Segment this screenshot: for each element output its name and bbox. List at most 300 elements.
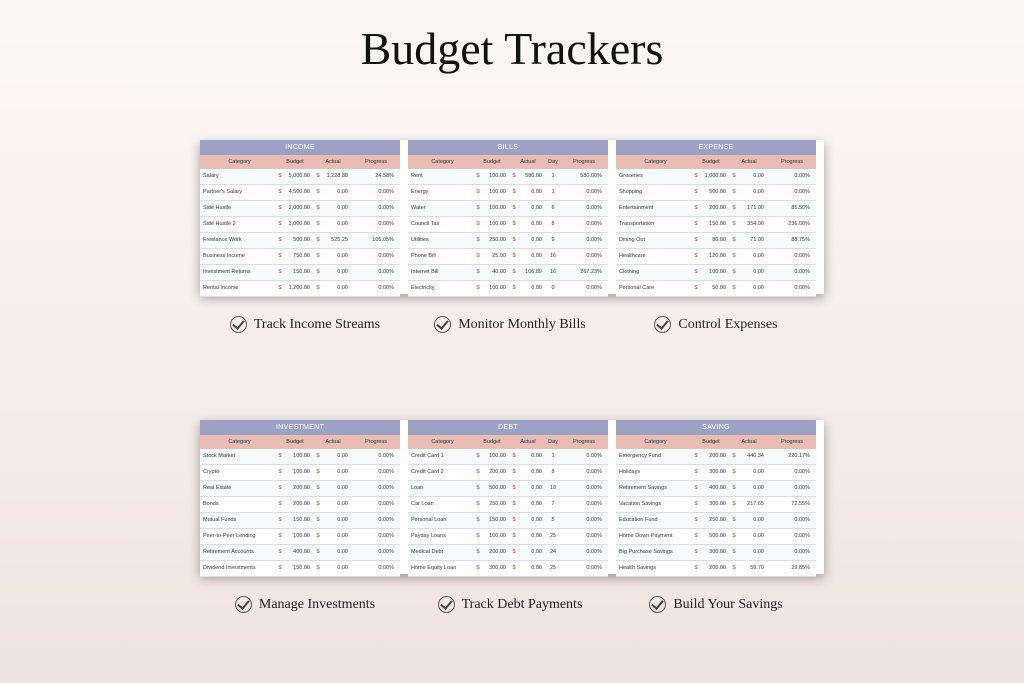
cell-category: Health Savings bbox=[619, 565, 656, 571]
cell-category: Big Purchase Savings bbox=[619, 549, 673, 555]
cell-budget: 200.00 bbox=[293, 485, 310, 491]
table-row bbox=[408, 513, 608, 529]
cell-currency: $ bbox=[476, 469, 480, 475]
caption-text: Control Expenses bbox=[678, 316, 778, 332]
cell-progress: 0.00% bbox=[794, 253, 810, 259]
cell-budget: 500.00 bbox=[709, 189, 726, 195]
cell-budget: 200.00 bbox=[489, 469, 506, 475]
cell-currency: $ bbox=[278, 549, 282, 555]
table-row bbox=[408, 249, 608, 265]
cell-actual: 0.00 bbox=[753, 533, 764, 539]
table-header-row bbox=[408, 155, 608, 169]
cell-currency: $ bbox=[512, 205, 516, 211]
cell-currency: $ bbox=[512, 469, 516, 475]
cell-currency: $ bbox=[316, 221, 320, 227]
cell-category: Dining Out bbox=[619, 237, 645, 243]
cell-currency: $ bbox=[278, 517, 282, 523]
cell-budget: 500.00 bbox=[709, 533, 726, 539]
cell-category: Phone Bill bbox=[411, 253, 436, 259]
cell-progress: 0.00% bbox=[794, 533, 810, 539]
cell-currency: $ bbox=[278, 533, 282, 539]
cell-budget: 120.00 bbox=[709, 253, 726, 259]
cell-actual: 0.00 bbox=[337, 205, 348, 211]
cell-budget: 100.00 bbox=[709, 269, 726, 275]
cell-progress: 0.00% bbox=[794, 485, 810, 491]
cell-category: Freelance Work bbox=[203, 237, 242, 243]
cell-progress: 0.00% bbox=[586, 485, 602, 491]
cell-currency: $ bbox=[694, 501, 698, 507]
cell-currency: $ bbox=[732, 517, 736, 523]
cell-category: Healthcare bbox=[619, 253, 646, 259]
cell-actual: 0.00 bbox=[753, 253, 764, 259]
cell-actual: 0.00 bbox=[337, 533, 348, 539]
column-header: Budget bbox=[286, 159, 304, 165]
column-header: Actual bbox=[741, 439, 757, 445]
cell-progress: 0.00% bbox=[378, 469, 394, 475]
table-header-row bbox=[616, 435, 816, 449]
table-row bbox=[200, 265, 400, 281]
table-body bbox=[200, 449, 400, 577]
cell-currency: $ bbox=[694, 253, 698, 259]
cell-budget: 750.00 bbox=[293, 253, 310, 259]
cell-actual: 0.00 bbox=[337, 469, 348, 475]
cell-category: Stock Market bbox=[203, 453, 236, 459]
cell-currency: $ bbox=[278, 189, 282, 195]
table-header-row bbox=[200, 155, 400, 169]
cell-currency: $ bbox=[732, 549, 736, 555]
cell-currency: $ bbox=[732, 221, 736, 227]
cell-actual: 0.00 bbox=[531, 469, 542, 475]
table-row bbox=[408, 561, 608, 577]
cell-currency: $ bbox=[694, 533, 698, 539]
table-row bbox=[616, 249, 816, 265]
cell-currency: $ bbox=[512, 549, 516, 555]
cell-currency: $ bbox=[278, 221, 282, 227]
column-header: Budget bbox=[483, 439, 501, 445]
cell-category: Bonds bbox=[203, 501, 219, 507]
cell-category: Internet Bill bbox=[411, 269, 439, 275]
cell-progress: 0.00% bbox=[794, 549, 810, 555]
cell-category: Rent bbox=[411, 173, 423, 179]
check-circle-icon bbox=[654, 316, 671, 333]
cell-actual: 0.00 bbox=[531, 533, 542, 539]
table-row bbox=[200, 217, 400, 233]
cell-actual: 0.00 bbox=[753, 189, 764, 195]
cell-category: Credit Card 2 bbox=[411, 469, 444, 475]
cell-category: Salary bbox=[203, 173, 219, 179]
table-row bbox=[408, 281, 608, 297]
cell-budget: 200.00 bbox=[709, 205, 726, 211]
cell-category: Car Loan bbox=[411, 501, 434, 507]
cell-category: Side Hustle bbox=[203, 205, 232, 211]
caption-income bbox=[205, 316, 405, 333]
cell-category: Shopping bbox=[619, 189, 643, 195]
cell-actual: 0.00 bbox=[531, 549, 542, 555]
cell-progress: 105.05% bbox=[372, 237, 394, 243]
table-body bbox=[200, 169, 400, 297]
cell-category: Mutual Funds bbox=[203, 517, 237, 523]
table-row bbox=[408, 201, 608, 217]
cell-currency: $ bbox=[476, 269, 480, 275]
column-header: Category bbox=[431, 439, 454, 445]
cell-currency: $ bbox=[316, 485, 320, 491]
column-header: Category bbox=[644, 159, 667, 165]
cell-actual: 71.00 bbox=[750, 237, 764, 243]
cell-budget: 150.00 bbox=[709, 221, 726, 227]
cell-currency: $ bbox=[316, 253, 320, 259]
cell-category: Retirement Accounts bbox=[203, 549, 254, 555]
cell-progress: 0.00% bbox=[794, 269, 810, 275]
cell-category: Electricity bbox=[411, 285, 435, 291]
table-row bbox=[200, 481, 400, 497]
column-header: Progress bbox=[780, 159, 803, 165]
cell-progress: 0.00% bbox=[378, 221, 394, 227]
cell-currency: $ bbox=[476, 485, 480, 491]
cell-progress: 0.00% bbox=[586, 189, 602, 195]
cell-currency: $ bbox=[512, 533, 516, 539]
cell-budget: 150.00 bbox=[293, 517, 310, 523]
cell-actual: 0.00 bbox=[531, 285, 542, 291]
cell-progress: 0.00% bbox=[378, 549, 394, 555]
cell-currency: $ bbox=[476, 221, 480, 227]
cell-progress: 0.00% bbox=[378, 253, 394, 259]
cell-actual: 0.00 bbox=[337, 517, 348, 523]
cell-currency: $ bbox=[732, 205, 736, 211]
table-row bbox=[200, 465, 400, 481]
cell-currency: $ bbox=[278, 205, 282, 211]
cell-currency: $ bbox=[694, 189, 698, 195]
cell-actual: 0.00 bbox=[531, 237, 542, 243]
cell-budget: 100.00 bbox=[489, 285, 506, 291]
cell-budget: 250.00 bbox=[489, 501, 506, 507]
cell-currency: $ bbox=[476, 189, 480, 195]
cell-budget: 3,000.00 bbox=[288, 221, 310, 227]
cell-progress: 0.00% bbox=[586, 549, 602, 555]
column-header: Actual bbox=[741, 159, 757, 165]
cell-currency: $ bbox=[278, 565, 282, 571]
cell-category: Dividend Investments bbox=[203, 565, 256, 571]
cell-currency: $ bbox=[694, 453, 698, 459]
cell-currency: $ bbox=[316, 269, 320, 275]
cell-category: Loan bbox=[411, 485, 424, 491]
cell-currency: $ bbox=[694, 565, 698, 571]
cell-currency: $ bbox=[512, 565, 516, 571]
cell-actual: 0.00 bbox=[337, 453, 348, 459]
table-row bbox=[200, 169, 400, 185]
cell-budget: 1,000.00 bbox=[704, 173, 726, 179]
cell-actual: 217.65 bbox=[747, 501, 764, 507]
cell-progress: 0.00% bbox=[586, 453, 602, 459]
cell-budget: 100.00 bbox=[489, 533, 506, 539]
caption-text: Track Debt Payments bbox=[461, 596, 583, 612]
cell-currency: $ bbox=[316, 453, 320, 459]
cell-progress: 0.00% bbox=[378, 501, 394, 507]
caption-text: Monitor Monthly Bills bbox=[458, 316, 586, 332]
column-header: Budget bbox=[286, 439, 304, 445]
table-title: DEBT bbox=[408, 420, 608, 435]
cell-currency: $ bbox=[278, 269, 282, 275]
table-row bbox=[616, 265, 816, 281]
cell-currency: $ bbox=[512, 173, 516, 179]
cell-budget: 100.00 bbox=[489, 189, 506, 195]
cell-progress: 0.00% bbox=[586, 517, 602, 523]
table-row bbox=[200, 497, 400, 513]
cell-category: Vacation Savings bbox=[619, 501, 662, 507]
cell-actual: 0.00 bbox=[753, 269, 764, 275]
cell-category: Home Equity Loan bbox=[411, 565, 457, 571]
table-row bbox=[616, 465, 816, 481]
cell-budget: 150.00 bbox=[293, 565, 310, 571]
table-row bbox=[408, 465, 608, 481]
cell-budget: 4,500.00 bbox=[288, 189, 310, 195]
cell-actual: 0.00 bbox=[531, 253, 542, 259]
table-title: INVESTMENT bbox=[200, 420, 400, 435]
cell-budget: 100.00 bbox=[489, 453, 506, 459]
cell-currency: $ bbox=[732, 253, 736, 259]
cell-currency: $ bbox=[512, 237, 516, 243]
cell-actual: 0.00 bbox=[753, 517, 764, 523]
cell-actual: 0.00 bbox=[337, 549, 348, 555]
cell-budget: 200.00 bbox=[293, 501, 310, 507]
table-row bbox=[616, 281, 816, 297]
cell-category: Personal Loan bbox=[411, 517, 447, 523]
cell-progress: 0.00% bbox=[586, 205, 602, 211]
cell-progress: 0.00% bbox=[586, 469, 602, 475]
cell-currency: $ bbox=[694, 173, 698, 179]
cell-budget: 250.00 bbox=[709, 517, 726, 523]
cell-progress: 580.00% bbox=[580, 173, 602, 179]
cell-currency: $ bbox=[694, 221, 698, 227]
cell-progress: 0.00% bbox=[378, 453, 394, 459]
cell-currency: $ bbox=[512, 253, 516, 259]
cell-actual: 1,228.88 bbox=[326, 173, 348, 179]
cell-day: 0 bbox=[551, 285, 555, 291]
cell-budget: 80.00 bbox=[712, 237, 726, 243]
cell-currency: $ bbox=[316, 517, 320, 523]
cell-progress: 0.00% bbox=[586, 533, 602, 539]
cell-budget: 500.00 bbox=[293, 237, 310, 243]
table-title: EXPENSE bbox=[616, 140, 816, 155]
cell-currency: $ bbox=[512, 189, 516, 195]
cell-actual: 0.00 bbox=[531, 501, 542, 507]
cell-progress: 0.00% bbox=[378, 517, 394, 523]
cell-category: Emergency Fund bbox=[619, 453, 661, 459]
column-header: Actual bbox=[325, 159, 341, 165]
cell-budget: 100.00 bbox=[293, 453, 310, 459]
cell-budget: 500.00 bbox=[489, 485, 506, 491]
cell-currency: $ bbox=[278, 285, 282, 291]
cell-currency: $ bbox=[316, 565, 320, 571]
page-title: Budget Trackers bbox=[360, 23, 664, 74]
column-header: Category bbox=[228, 159, 251, 165]
column-header: Budget bbox=[483, 159, 501, 165]
cell-currency: $ bbox=[732, 173, 736, 179]
cell-day: 7 bbox=[551, 501, 555, 507]
cell-budget: 300.00 bbox=[489, 565, 506, 571]
cell-budget: 100.00 bbox=[489, 221, 506, 227]
cell-currency: $ bbox=[512, 269, 516, 275]
cell-actual: 0.00 bbox=[753, 485, 764, 491]
cell-currency: $ bbox=[694, 469, 698, 475]
cell-actual: 0.00 bbox=[531, 221, 542, 227]
cell-currency: $ bbox=[476, 549, 480, 555]
table-row bbox=[616, 449, 816, 465]
cell-currency: $ bbox=[694, 269, 698, 275]
table-row bbox=[408, 265, 608, 281]
cell-category: Rental Income bbox=[203, 285, 239, 291]
check-circle-icon bbox=[230, 316, 247, 333]
table-row bbox=[616, 529, 816, 545]
cell-currency: $ bbox=[512, 485, 516, 491]
cell-progress: 88.75% bbox=[791, 237, 810, 243]
cell-budget: 25.00 bbox=[492, 253, 506, 259]
cell-actual: 354.00 bbox=[747, 221, 764, 227]
table-body bbox=[408, 169, 608, 297]
cell-category: Utilities bbox=[411, 237, 429, 243]
cell-budget: 200.00 bbox=[489, 549, 506, 555]
cell-category: Personal Care bbox=[619, 285, 655, 291]
cell-actual: 0.00 bbox=[531, 517, 542, 523]
cell-actual: 0.00 bbox=[337, 253, 348, 259]
table-body bbox=[408, 449, 608, 577]
cell-category: Crypto bbox=[203, 469, 220, 475]
table-row bbox=[616, 545, 816, 561]
cell-category: Business Income bbox=[203, 253, 245, 259]
cell-currency: $ bbox=[316, 533, 320, 539]
cell-actual: 0.00 bbox=[531, 205, 542, 211]
table-row bbox=[200, 185, 400, 201]
cell-budget: 300.00 bbox=[709, 501, 726, 507]
cell-progress: 0.00% bbox=[586, 237, 602, 243]
cell-currency: $ bbox=[278, 453, 282, 459]
cell-currency: $ bbox=[476, 205, 480, 211]
cell-currency: $ bbox=[512, 221, 516, 227]
cell-category: Peer-to-Peer Lending bbox=[203, 533, 256, 539]
cell-currency: $ bbox=[316, 549, 320, 555]
cell-progress: 0.00% bbox=[378, 533, 394, 539]
cell-progress: 0.00% bbox=[378, 285, 394, 291]
investment-table bbox=[200, 420, 400, 574]
check-circle-icon bbox=[649, 596, 666, 613]
expense-table bbox=[616, 140, 816, 294]
cell-category: Education Fund bbox=[619, 517, 658, 523]
cell-category: Water bbox=[411, 205, 426, 211]
cell-progress: 0.00% bbox=[378, 205, 394, 211]
table-row bbox=[200, 249, 400, 265]
cell-category: Medical Debt bbox=[411, 549, 444, 555]
cell-category: Payday Loans bbox=[411, 533, 446, 539]
caption-saving bbox=[616, 596, 816, 613]
cell-currency: $ bbox=[694, 205, 698, 211]
cell-actual: 0.00 bbox=[753, 549, 764, 555]
cell-currency: $ bbox=[316, 285, 320, 291]
cell-currency: $ bbox=[476, 565, 480, 571]
cell-currency: $ bbox=[316, 189, 320, 195]
cell-category: Clothing bbox=[619, 269, 640, 275]
cell-category: Investment Returns bbox=[203, 269, 251, 275]
column-header: Progress bbox=[572, 439, 595, 445]
check-circle-icon bbox=[434, 316, 451, 333]
cell-category: Side Hustle 2 bbox=[203, 221, 236, 227]
table-row bbox=[616, 201, 816, 217]
cell-currency: $ bbox=[732, 469, 736, 475]
column-header: Day bbox=[548, 439, 558, 445]
cell-progress: 72.55% bbox=[791, 501, 810, 507]
column-header: Progress bbox=[572, 159, 595, 165]
cell-currency: $ bbox=[476, 285, 480, 291]
cell-currency: $ bbox=[278, 469, 282, 475]
cell-category: Credit Card 1 bbox=[411, 453, 444, 459]
column-header: Category bbox=[431, 159, 454, 165]
table-row bbox=[616, 169, 816, 185]
cell-currency: $ bbox=[694, 517, 698, 523]
caption-text: Track Income Streams bbox=[253, 316, 381, 332]
cell-day: 16 bbox=[549, 253, 557, 259]
cell-category: Council Tax bbox=[411, 221, 440, 227]
cell-budget: 300.00 bbox=[709, 469, 726, 475]
cell-currency: $ bbox=[316, 173, 320, 179]
cell-budget: 50.00 bbox=[712, 285, 726, 291]
cell-budget: 250.00 bbox=[489, 237, 506, 243]
cell-currency: $ bbox=[694, 285, 698, 291]
check-circle-icon bbox=[438, 596, 455, 613]
cell-budget: 2,000.00 bbox=[288, 205, 310, 211]
cell-budget: 100.00 bbox=[293, 533, 310, 539]
cell-progress: 0.00% bbox=[794, 285, 810, 291]
cell-progress: 0.00% bbox=[586, 565, 602, 571]
cell-actual: 0.00 bbox=[337, 285, 348, 291]
table-row bbox=[616, 233, 816, 249]
cell-currency: $ bbox=[732, 533, 736, 539]
cell-budget: 100.00 bbox=[489, 205, 506, 211]
cell-currency: $ bbox=[694, 549, 698, 555]
cell-currency: $ bbox=[732, 237, 736, 243]
table-row bbox=[200, 449, 400, 465]
cell-progress: 0.00% bbox=[586, 501, 602, 507]
table-row bbox=[200, 529, 400, 545]
cell-day: 9 bbox=[551, 237, 555, 243]
table-row bbox=[616, 217, 816, 233]
cell-budget: 200.00 bbox=[709, 453, 726, 459]
cell-currency: $ bbox=[278, 253, 282, 259]
column-header: Category bbox=[644, 439, 667, 445]
table-title: BILLS bbox=[408, 140, 608, 155]
column-header: Progress bbox=[364, 159, 387, 165]
table-row bbox=[200, 233, 400, 249]
column-header: Category bbox=[228, 439, 251, 445]
cell-actual: 0.00 bbox=[337, 221, 348, 227]
cell-actual: 0.00 bbox=[531, 189, 542, 195]
cell-currency: $ bbox=[316, 469, 320, 475]
table-body bbox=[616, 449, 816, 577]
cell-actual: 0.00 bbox=[337, 565, 348, 571]
cell-actual: 580.00 bbox=[525, 173, 542, 179]
table-row bbox=[408, 481, 608, 497]
cell-currency: $ bbox=[732, 269, 736, 275]
cell-budget: 300.00 bbox=[709, 549, 726, 555]
caption-debt bbox=[410, 596, 610, 613]
cell-progress: 0.00% bbox=[794, 173, 810, 179]
cell-progress: 0.00% bbox=[794, 469, 810, 475]
cell-currency: $ bbox=[512, 453, 516, 459]
cell-currency: $ bbox=[278, 501, 282, 507]
cell-day: 16 bbox=[549, 269, 557, 275]
table-row bbox=[408, 497, 608, 513]
caption-expense bbox=[616, 316, 816, 333]
table-header-row bbox=[408, 435, 608, 449]
table-row bbox=[616, 481, 816, 497]
table-row bbox=[408, 169, 608, 185]
